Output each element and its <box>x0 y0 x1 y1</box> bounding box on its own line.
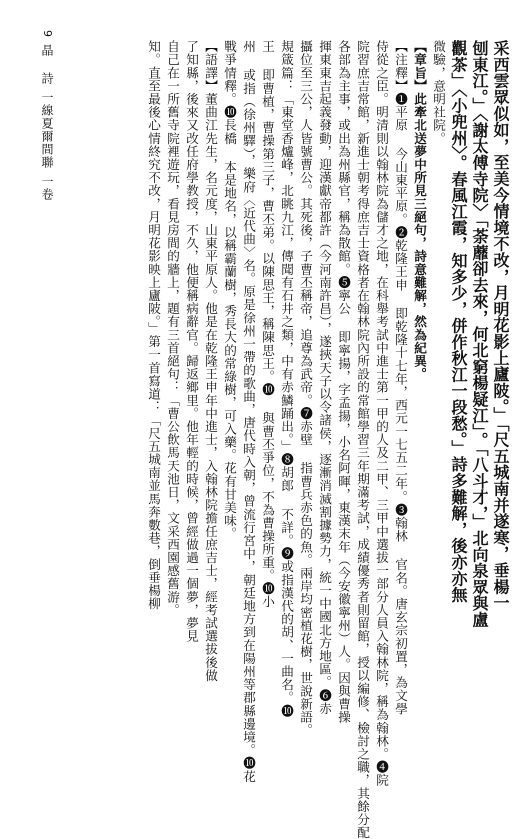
text-column: 了知縣，後來又改任府學教授，不久，他便稱病辭官。歸返鄉里。他年輕的時候，曾經做過一個夢，夢見 <box>184 40 199 643</box>
text-column: 揮東東吉起義發動，迎漢獻帝都許（今河南許昌），遂挾天子以令諸侯，逐漸消滅割據勢力，統一中國北方地區。❻赤 <box>317 40 332 715</box>
volume-label: 一卷 <box>40 175 54 201</box>
text-column: 州 或指（徐州驛），樂府〈近代曲〉名。原是徐州一帶的歌曲，唐代時入朝，曾流行宮中，朝廷地方到在陽州等郡縣邊境。❿花 <box>241 40 256 783</box>
section-summary: 【章旨】此牽北送夢中所見三絕句，詩意難解，然為紀異。 <box>412 40 427 381</box>
section-annotations: 【注釋】❶平原 今山東平原。❷乾隆王申 即乾隆十七年，西元一七五二年。❸翰林 官名。唐玄宗初置，為文學 <box>393 40 408 716</box>
poem-line: 刨東江。」〈謝太傅寺院〉「荼蘼卻去來，何北窮楊疑江」。「八斗才，」北向泉眾與盧 <box>470 40 489 628</box>
text-column: 攝位至三公，人皆號曹公。其死後，子曹丕稱帝，追尊為武帝。❼赤壁 指曹兵赤色的魚。兩岸均密植花樹，世說新語。 <box>298 40 313 737</box>
text-column: 規箴篇：「東堂香爐峰，北眺九江，傳聞有石井之類，中有赤鱗踊出。」❽胡郎 不詳。❾或指漢代的胡、一曲名。❿ <box>279 40 294 718</box>
body-text <box>48 40 510 839</box>
text-column: 知。直至最後心情終究不改，月明花影映上廬陂。」第一首寫道：「尺五城南並馬奔數巷，倒垂楊柳 <box>146 40 161 611</box>
text-column: 各部為主事，或出為州縣官，稱為散館。❺寧公 即寧揚，字孟揚，小名阿暉，東漢末年（今安徽寧州）人。因與曹操 <box>336 40 351 724</box>
poem-line: 觀茶」〈小兜州〉。春風江霞，知多少，併作秋江一段愁。」詩多難解，後亦亦無 <box>449 40 468 603</box>
poem-line: 采西雲眾似如，至美今情境不改，月明花影上廬陂。」「尺五城南并遂寒，垂楊一 <box>491 40 510 611</box>
text-column: 自己在一所舊寺院裡遊玩，看見房間的牆上，題有三首絕句：「曹公飲馬天池日，文采西園感舊游。 <box>165 40 180 617</box>
text-column: 戰爭情釋。❿長橋 本是地名，以稱霸蘭樹，秀長大的常綠樹，可入藥。花有甘美味。 <box>222 40 237 541</box>
text-column: 院習庶吉常館，新進士朝考得庶吉士資格者在翰林院內所設的常館學習三年期滿考試，成績優秀者則留館，授以編修、檢討之職，其餘分配 <box>355 40 370 839</box>
text-column: 王 即曹植，曹操第三子，曹丕弟。以陳思王，稱陳思王。❿ 與曹丕爭位，不為曹操所重。❿小 <box>260 40 275 609</box>
section-translation: 【語譯】董曲江先生，名元度，山東平原人。他是在乾隆王申年中進士，入翰林院擔任庶吉士，經考試選拔後做 <box>203 40 218 682</box>
text-column: 微驗，意明社院。 <box>431 40 446 145</box>
page-number: 9 <box>41 30 54 38</box>
text-column: 侍從之臣。明清則以翰林院為儲才之地，在科舉考試中進士第一甲的人及二甲、三甲中選拔一部分人員入翰林院，稱為翰林。❹院 <box>374 40 389 787</box>
book-name: 晶 詩 <box>40 44 54 85</box>
chapter-title: 一線夏爾間聯 <box>40 91 54 169</box>
